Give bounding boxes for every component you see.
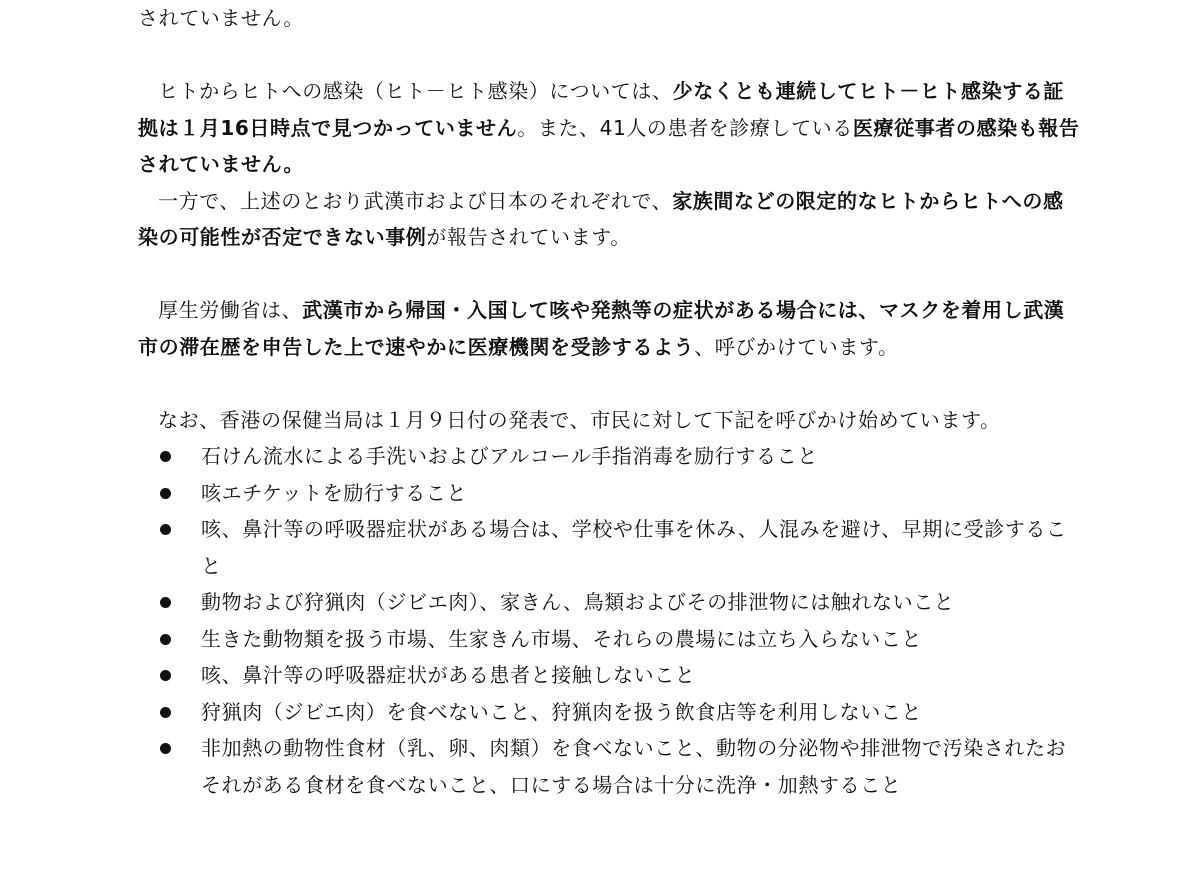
list-item [138, 694, 1082, 731]
list-item-text: 石けん流水による手洗いおよびアルコール手指消毒を励行すること [201, 444, 818, 468]
paragraph-mhlw-advice [138, 292, 1082, 365]
document-page [138, 0, 1082, 872]
list-item [138, 584, 1082, 621]
paragraph-human-transmission [138, 73, 1082, 183]
list-item [138, 657, 1082, 694]
paragraph-text: が報告されています。 [426, 225, 631, 249]
paragraph-hong-kong-intro: なお、香港の保健当局は１月９日付の発表で、市民に対して下記を呼びかけ始めています。 [158, 407, 1001, 432]
list-item-text: 狩猟肉（ジビエ肉）を食べないこと、狩猟肉を扱う飲食店等を利用しないこと [201, 699, 922, 724]
spacer [138, 365, 1082, 402]
bullet-icon [160, 634, 171, 645]
list-item [138, 438, 1082, 475]
bullet-icon [160, 707, 171, 718]
bullet-icon [160, 670, 171, 681]
continuation-line: されていません。 [138, 6, 304, 30]
list-item-text: 動物および狩猟肉（ジビエ肉）、家きん、鳥類およびその排泄物には触れないこと [201, 590, 955, 614]
list-item-text: 非加熱の動物性食材（乳、卵、肉類）を食べないこと、動物の分泌物や排泄物で汚染されたおそれがある食材を食べないこと、口にする場合は十分に洗浄・加熱すること [201, 736, 1067, 797]
paragraph-text: 、呼びかけています。 [694, 334, 899, 359]
emphasis-text: 医療従事者の感染も報告されていません。 [138, 115, 1080, 176]
list-item [138, 621, 1082, 658]
paragraph-text: 一方で、上述のとおり武漢市および日本のそれぞれで、 [158, 188, 673, 213]
bullet-icon [160, 451, 171, 462]
list-item-text: 咳、鼻汁等の呼吸器症状がある場合は、学校や仕事を休み、人混みを避け、早期に受診すること [201, 517, 1067, 578]
spacer [138, 37, 1082, 74]
emphasis-text: 少なくとも連続してヒト－ヒト感染する証拠は１月16日時点で見つかっていません [138, 79, 1065, 140]
emphasis-text: 家族間などの限定的なヒトからヒトへの感染の可能性が否定できない事例 [138, 188, 1064, 249]
list-item [138, 730, 1082, 803]
bullet-icon [160, 597, 171, 608]
spacer [138, 256, 1082, 293]
list-item-text: 生きた動物類を扱う市場、生家きん市場、それらの農場には立ち入らないこと [201, 626, 922, 651]
paragraph-limited-transmission [138, 183, 1082, 256]
bullet-icon [160, 488, 171, 499]
list-item-text: 咳エチケットを励行すること [201, 480, 467, 505]
paragraph-text: 。また、41人の患者を診療している [517, 115, 853, 140]
bullet-icon [160, 524, 171, 535]
paragraph-text: ヒトからヒトへの感染（ヒト－ヒト感染）については、 [158, 79, 673, 103]
list-item-text: 咳、鼻汁等の呼吸器症状がある患者と接触しないこと [201, 663, 696, 687]
list-item [138, 511, 1082, 584]
paragraph-text: 厚生労働省は、 [158, 298, 303, 322]
list-item [138, 475, 1082, 512]
emphasis-text: 武漢市から帰国・入国して咳や発熱等の症状がある場合には、マスクを着用し武漢市の滞在歴を申告した上で速やかに医療機関を受診するよう [138, 298, 1065, 359]
bullet-icon [160, 743, 171, 754]
hong-kong-advice-list [138, 438, 1082, 803]
